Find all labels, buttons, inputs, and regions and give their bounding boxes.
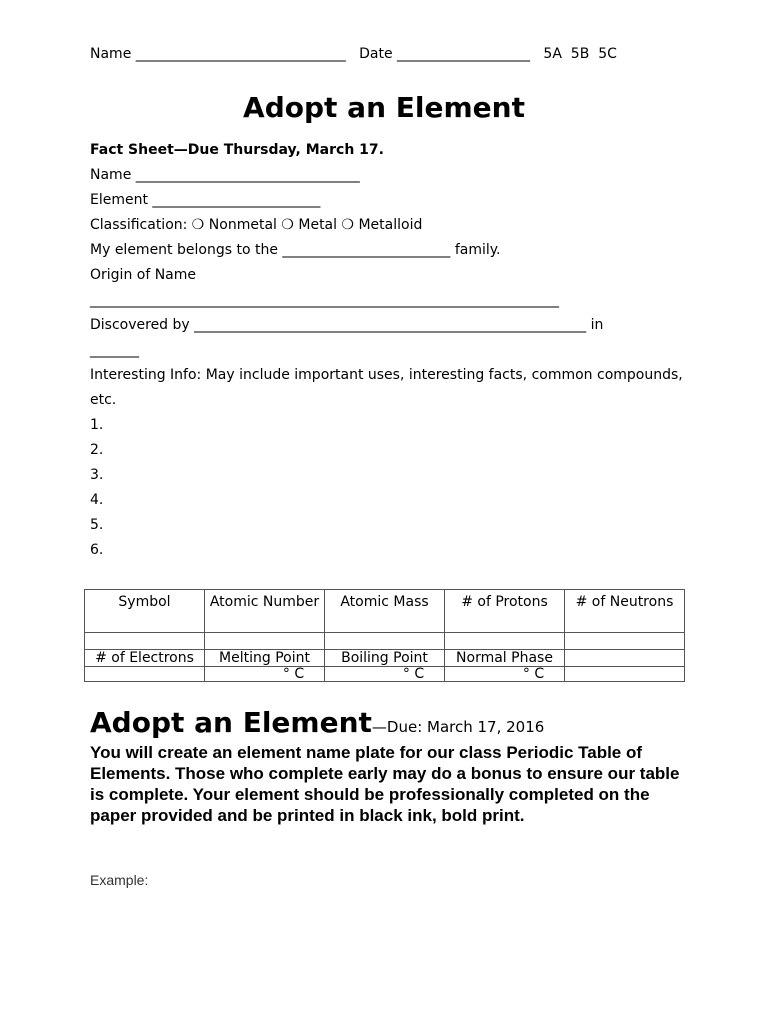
table-cell [565, 667, 685, 682]
header-line [90, 44, 617, 64]
page-title: Adopt an Element [243, 91, 525, 124]
origin-line: ___________________________________________________________________ [90, 292, 559, 308]
list-item: 1. [90, 417, 104, 433]
class-options: 5A 5B 5C [543, 46, 617, 62]
degree-unit: ° C [282, 666, 305, 682]
family-field: My element belongs to the ________________________ family. [90, 242, 501, 258]
list-item: 4. [90, 492, 104, 508]
date-field: Date ___________________ [359, 46, 531, 62]
classification-field: Classification: ❍ Nonmetal ❍ Metal ❍ Metalloid [90, 217, 423, 233]
list-item: 3. [90, 467, 104, 483]
table-row [85, 650, 685, 667]
second-section-heading [90, 706, 544, 739]
table-cell [205, 633, 325, 650]
fact-sheet-heading: Fact Sheet—Due Thursday, March 17. [90, 142, 384, 158]
list-item: 5. [90, 517, 104, 533]
table-header-neutrons: # of Neutrons [565, 590, 685, 633]
table-header-atomic-number: Atomic Number [205, 590, 325, 633]
element-facts-table [84, 589, 685, 682]
table-cell [325, 633, 445, 650]
table-header-symbol: Symbol [85, 590, 205, 633]
table-cell [85, 667, 205, 682]
list-item: 6. [90, 542, 104, 558]
second-section-title: Adopt an Element [90, 706, 372, 739]
discovered-field: Discovered by ________________________________________________________ in [90, 317, 604, 333]
table-header-boiling-point: Boiling Point [325, 650, 445, 667]
table-cell [565, 633, 685, 650]
fact-name-field: Name ________________________________ [90, 167, 360, 183]
table-row [85, 590, 685, 633]
name-field: Name ______________________________ [90, 46, 346, 62]
due-date: —Due: March 17, 2016 [371, 718, 545, 736]
table-cell [445, 667, 565, 682]
table-header-protons: # of Protons [445, 590, 565, 633]
table-cell [445, 633, 565, 650]
instructions-paragraph: You will create an element name plate for our class Periodic Table of Elements. Those who complete early may do a bonus to ensure our table is complete. Your element should be professionally completed on the paper provided and be printed in black ink, bold print. [90, 743, 680, 825]
table-cell [205, 667, 325, 682]
degree-unit: ° C [522, 666, 545, 682]
table-row [85, 633, 685, 650]
origin-label: Origin of Name [90, 267, 197, 283]
table-cell [565, 650, 685, 667]
discovered-year-line: _______ [90, 342, 139, 358]
table-header-melting-point: Melting Point [205, 650, 325, 667]
table-header-normal-phase: Normal Phase [445, 650, 565, 667]
element-field: Element ________________________ [90, 192, 321, 208]
degree-unit: ° C [402, 666, 425, 682]
interesting-info-label: Interesting Info: May include important uses, interesting facts, common compounds, [90, 367, 683, 383]
table-cell [85, 633, 205, 650]
table-header-atomic-mass: Atomic Mass [325, 590, 445, 633]
table-row [85, 667, 685, 682]
table-cell [325, 667, 445, 682]
example-label: Example: [90, 872, 149, 888]
interesting-info-cont: etc. [90, 392, 117, 408]
table-header-electrons: # of Electrons [85, 650, 205, 667]
list-item: 2. [90, 442, 104, 458]
